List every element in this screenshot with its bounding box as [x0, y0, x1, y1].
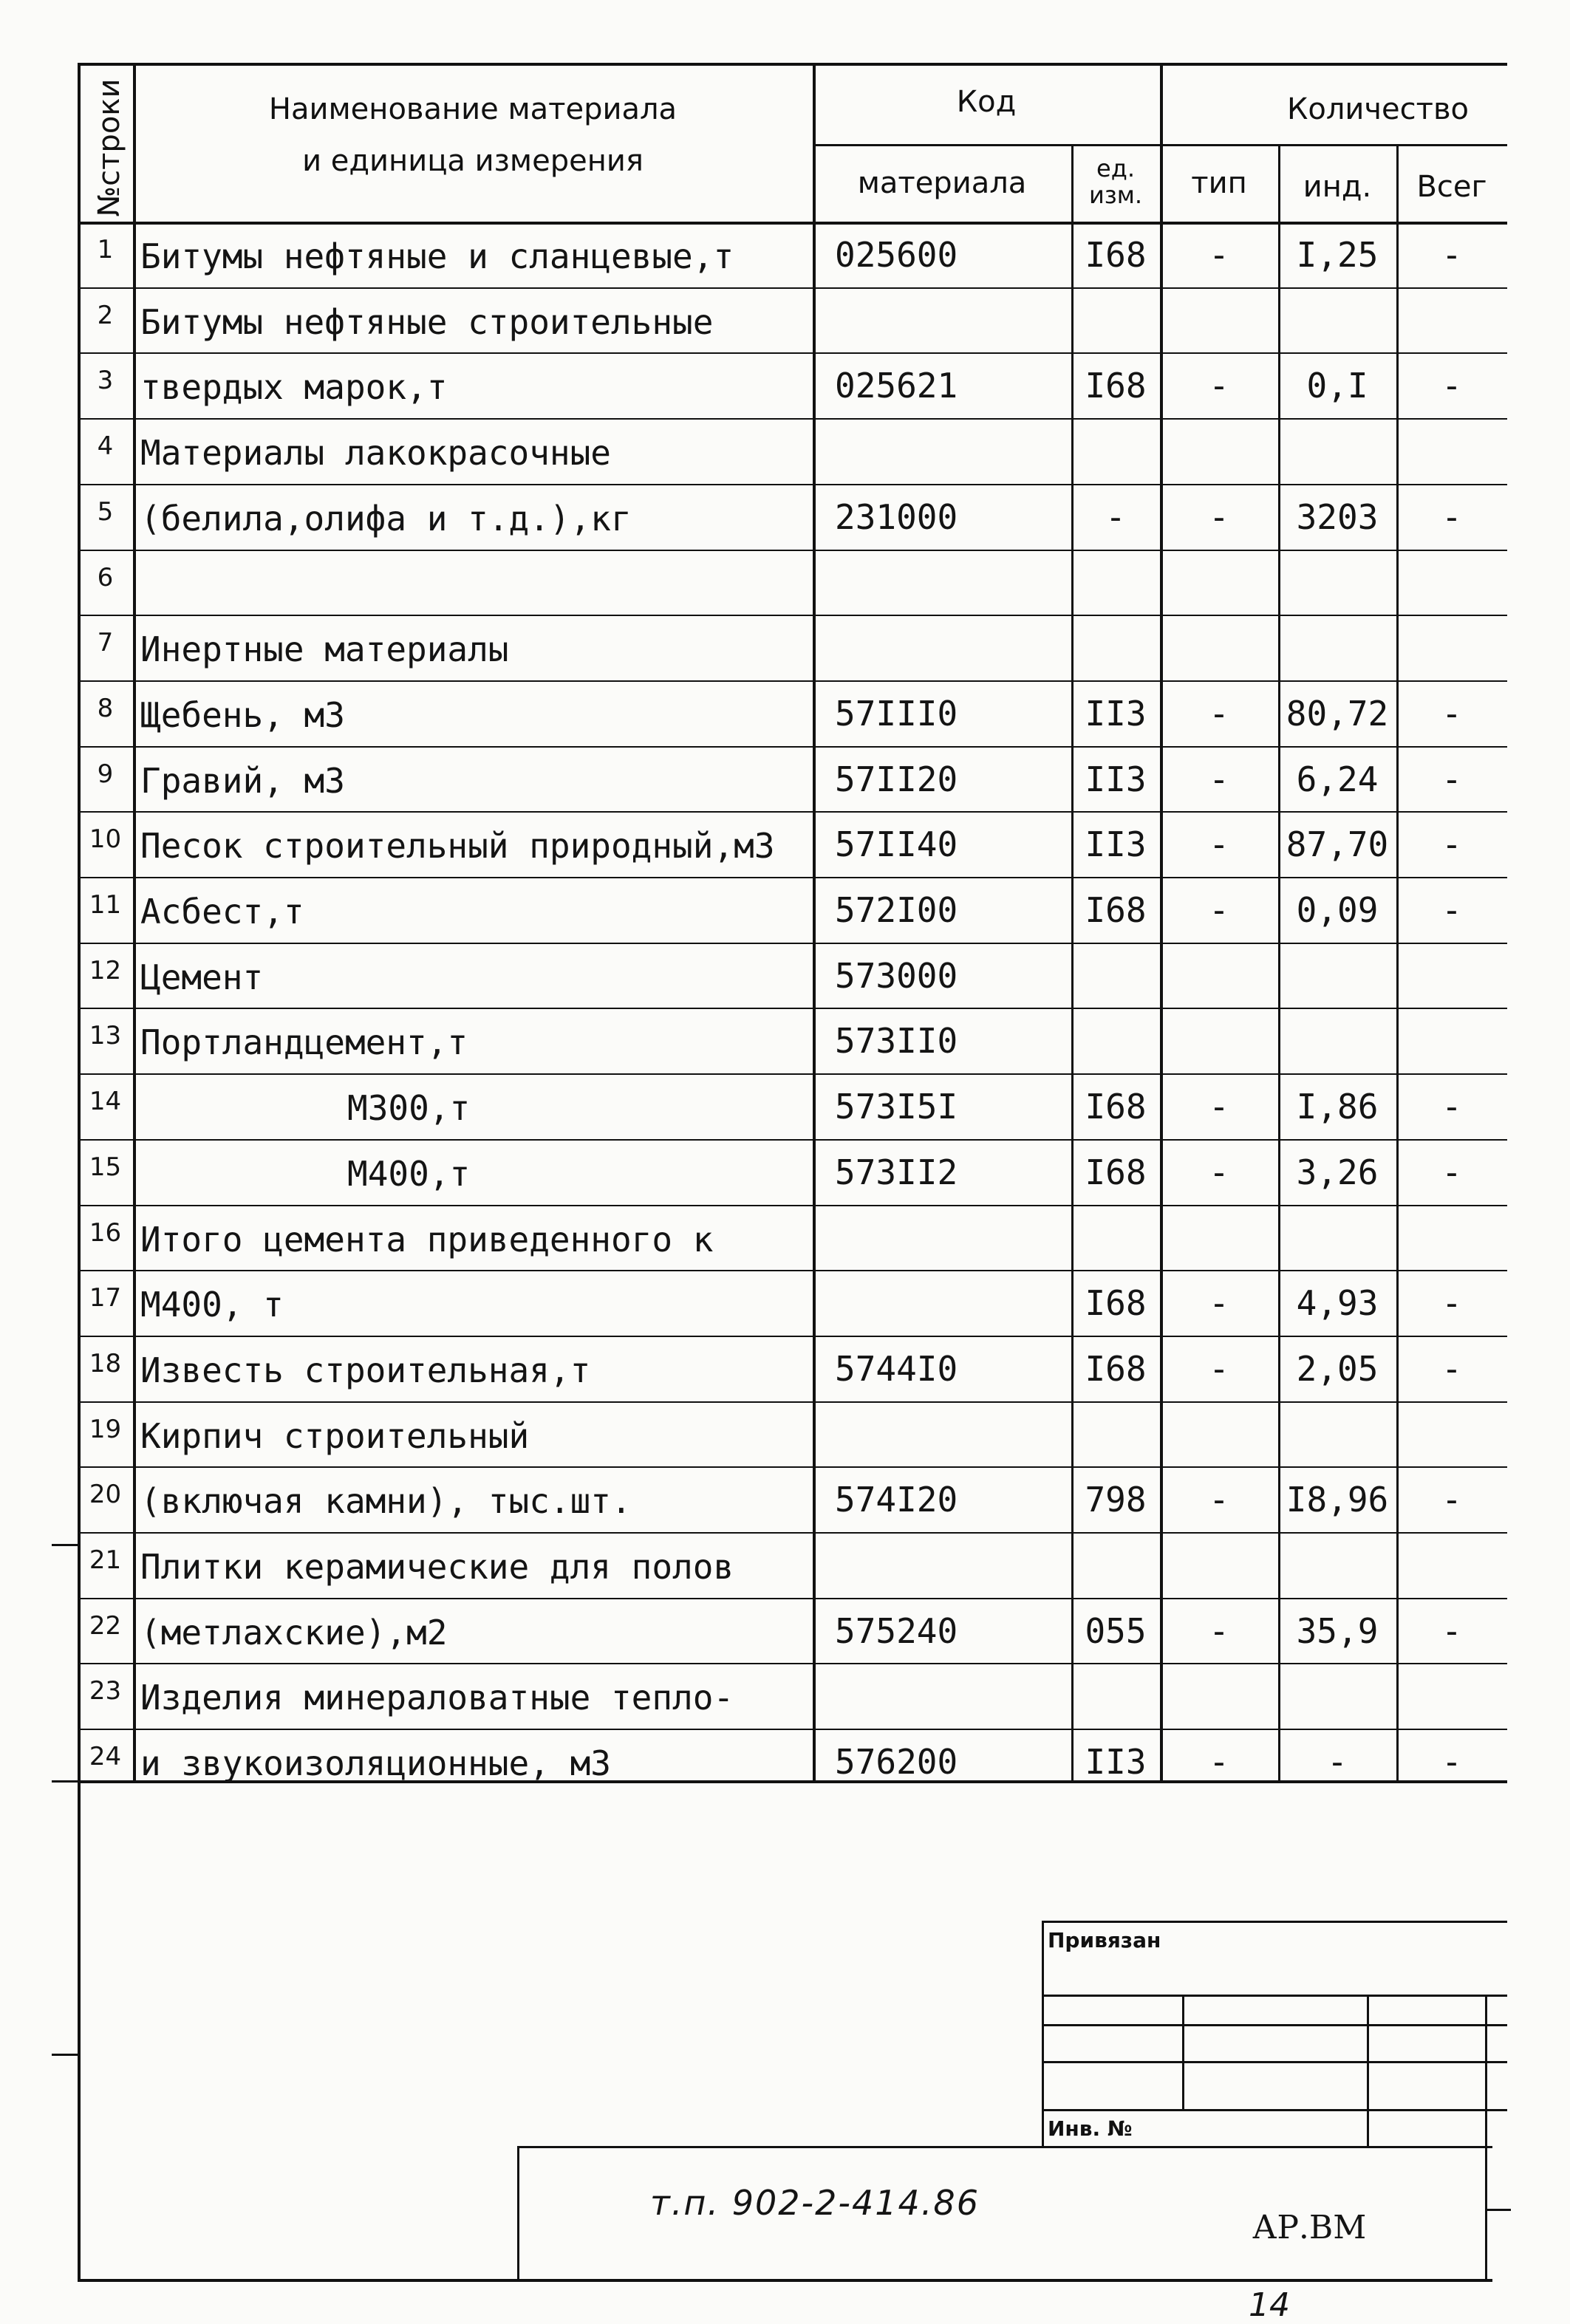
material-name: Песок строительный природный,м3: [140, 826, 775, 867]
row-number: 12: [89, 955, 122, 985]
unit-code: -: [1105, 496, 1126, 537]
material-name: Битумы нефтяные строительные: [140, 301, 714, 342]
row-separator: [78, 943, 1507, 944]
unit-code: II3: [1085, 824, 1147, 865]
row-separator: [78, 1598, 1507, 1599]
material-code: 573000: [835, 955, 958, 996]
quantity-ind: I,86: [1296, 1087, 1379, 1127]
quantity-type: -: [1209, 1152, 1229, 1192]
stamp-vline: [1182, 1995, 1184, 2109]
row-separator: [78, 1336, 1507, 1337]
row-separator: [78, 746, 1507, 748]
material-name: Известь строительная,т: [140, 1350, 591, 1390]
quantity-total: -: [1441, 366, 1462, 406]
quantity-type: -: [1209, 1087, 1229, 1127]
quantity-total: -: [1441, 1480, 1462, 1520]
title-block-tick: [1485, 2209, 1511, 2211]
quantity-ind-header: инд.: [1303, 170, 1372, 204]
stamp-line: [1042, 2061, 1507, 2063]
material-name: (метлахские),м2: [140, 1612, 448, 1653]
unit-code: 798: [1085, 1480, 1147, 1520]
unit-code: I68: [1085, 1348, 1147, 1389]
row-separator: [78, 1729, 1507, 1730]
quantity-type: -: [1209, 1610, 1229, 1651]
row-separator: [78, 1466, 1507, 1468]
quantity-type: -: [1209, 366, 1229, 406]
row-separator: [78, 1532, 1507, 1534]
row-separator: [78, 352, 1507, 354]
material-name: Плитки керамические для полов: [140, 1547, 734, 1587]
unit-code: I68: [1085, 366, 1147, 406]
quantity-ind: 87,70: [1286, 824, 1389, 865]
material-code: 572I00: [835, 890, 958, 930]
material-code: 573I5I: [835, 1087, 958, 1127]
stamp-attached-label: Привязан: [1048, 1928, 1161, 1952]
row-number: 16: [89, 1217, 122, 1248]
material-code: 57III0: [835, 693, 958, 734]
title-block-bottom: [78, 2279, 1492, 2282]
material-name: Щебень, м3: [140, 694, 345, 735]
drawing-code: АР.ВМ: [1252, 2209, 1367, 2246]
quantity-header: Количество: [1286, 92, 1469, 126]
material-code: 025621: [835, 366, 958, 406]
code-material-header: материала: [857, 166, 1027, 200]
row-number: 17: [89, 1283, 122, 1313]
row-number: 9: [97, 759, 114, 789]
unit-code: I68: [1085, 1087, 1147, 1127]
quantity-total: -: [1441, 1348, 1462, 1389]
row-separator: [78, 1073, 1507, 1075]
quantity-total-header: Всег: [1416, 170, 1487, 204]
material-name: и звукоизоляционные, м3: [140, 1743, 611, 1784]
row-number: 13: [89, 1021, 122, 1051]
material-code: 573II0: [835, 1021, 958, 1062]
row-separator: [78, 1270, 1507, 1271]
row-separator: [78, 877, 1507, 878]
row-number: 24: [89, 1742, 122, 1772]
material-name: Асбест,т: [140, 892, 304, 932]
row-number: 6: [97, 562, 114, 592]
material-name: (включая камни), тыс.шт.: [140, 1481, 632, 1522]
quantity-total: -: [1441, 235, 1462, 275]
row-number: 8: [97, 693, 114, 723]
row-number: 23: [89, 1676, 122, 1706]
unit-code: I68: [1085, 890, 1147, 930]
quantity-total: -: [1441, 1283, 1462, 1324]
quantity-ind: 4,93: [1296, 1283, 1379, 1324]
material-name: Гравий, м3: [140, 760, 345, 801]
quantity-type: -: [1209, 235, 1229, 275]
quantity-total: -: [1441, 693, 1462, 734]
material-name: твердых марок,т: [140, 367, 448, 408]
unit-code: II3: [1085, 693, 1147, 734]
row-number: 2: [97, 300, 114, 330]
row-number: 19: [89, 1414, 122, 1444]
row-separator: [78, 811, 1507, 813]
material-name: М400,т: [347, 1153, 471, 1194]
quantity-ind: 6,24: [1296, 759, 1379, 799]
quantity-type: -: [1209, 1480, 1229, 1520]
row-separator: [78, 550, 1507, 551]
material-code: 57II20: [835, 759, 958, 799]
quantity-total: -: [1441, 496, 1462, 537]
name-column-border: [813, 63, 816, 1780]
stamp-vline: [1367, 1995, 1369, 2146]
stamp-line: [1042, 2024, 1507, 2026]
material-code: 573II2: [835, 1152, 958, 1192]
header-bottom-border: [78, 222, 1507, 225]
stamp-inv-label: Инв. №: [1048, 2116, 1133, 2141]
material-name: Изделия минераловатные тепло-: [140, 1678, 734, 1718]
row-separator: [78, 680, 1507, 682]
rownum-column-border: [133, 63, 136, 1780]
name-header-line2: и единица измерения: [302, 144, 644, 178]
material-name: Итого цемента приведенного к: [140, 1219, 714, 1260]
row-number: 20: [89, 1480, 122, 1510]
quantity-total: -: [1441, 759, 1462, 799]
quantity-type: -: [1209, 1348, 1229, 1389]
material-code: 231000: [835, 496, 958, 537]
quantity-total: -: [1441, 890, 1462, 930]
material-name: М400, т: [140, 1285, 284, 1325]
material-name: Кирпич строительный: [140, 1415, 530, 1456]
row-separator: [78, 1139, 1507, 1141]
rownum-header: №строки: [92, 78, 126, 217]
quantity-total: -: [1441, 824, 1462, 865]
code-unit-header: ед. изм.: [1088, 154, 1143, 209]
name-header-line1: Наименование материала: [268, 92, 678, 126]
title-block-top: [517, 2146, 1492, 2148]
quantity-type: -: [1209, 890, 1229, 930]
quantity-ind: 0,I: [1306, 366, 1368, 406]
row-separator: [78, 1663, 1507, 1664]
quantity-ind: I,25: [1296, 235, 1379, 275]
quantity-total: -: [1441, 1610, 1462, 1651]
material-name: (белила,олифа и т.д.),кг: [140, 498, 632, 539]
row-number: 4: [97, 431, 114, 462]
row-separator: [78, 1205, 1507, 1206]
table-top-border: [78, 63, 1507, 66]
row-number: 15: [89, 1152, 122, 1182]
material-name: Цемент: [140, 957, 264, 997]
row-number: 10: [89, 824, 122, 855]
quantity-type-header: тип: [1191, 166, 1247, 200]
quantity-ind: 2,05: [1296, 1348, 1379, 1389]
stamp-line: [1042, 1995, 1507, 1997]
quantity-ind: 35,9: [1296, 1610, 1379, 1651]
unit-code: II3: [1085, 759, 1147, 799]
quantity-type: -: [1209, 1742, 1229, 1783]
material-code: 025600: [835, 235, 958, 275]
row-separator: [78, 287, 1507, 289]
quantity-type: -: [1209, 1283, 1229, 1324]
quantity-total: -: [1441, 1087, 1462, 1127]
material-name: Материалы лакокрасочные: [140, 433, 611, 474]
row-number: 18: [89, 1348, 122, 1378]
binding-tick: [52, 2054, 78, 2056]
material-code: 575240: [835, 1610, 958, 1651]
quantity-type: -: [1209, 759, 1229, 799]
unit-code: I68: [1085, 1283, 1147, 1324]
material-name: Портландцемент,т: [140, 1022, 468, 1063]
row-separator: [78, 1401, 1507, 1403]
material-code: 574I20: [835, 1480, 958, 1520]
stamp-line: [1042, 2109, 1507, 2111]
material-code: 5744I0: [835, 1348, 958, 1389]
row-separator: [78, 1008, 1507, 1009]
unit-code: I68: [1085, 235, 1147, 275]
row-number: 1: [97, 235, 114, 264]
material-name: Битумы нефтяные и сланцевые,т: [140, 236, 734, 276]
title-block-right: [1485, 2146, 1487, 2279]
quantity-ind: 3203: [1296, 496, 1379, 537]
material-code: 576200: [835, 1742, 958, 1783]
row-separator: [78, 418, 1507, 420]
unit-code: I68: [1085, 1152, 1147, 1192]
binding-tick: [52, 1780, 78, 1783]
quantity-total: -: [1441, 1742, 1462, 1783]
stamp-vline: [1485, 1995, 1487, 2146]
row-separator: [78, 484, 1507, 485]
quantity-type: -: [1209, 496, 1229, 537]
quantity-type: -: [1209, 693, 1229, 734]
material-name: Инертные материалы: [140, 629, 509, 670]
unit-code: 055: [1085, 1610, 1147, 1651]
material-name: М300,т: [347, 1088, 471, 1129]
stamp-left-border: [1042, 1921, 1044, 2146]
quantity-total: -: [1441, 1152, 1462, 1192]
row-number: 22: [89, 1610, 122, 1641]
title-block-left: [517, 2146, 519, 2279]
quantity-ind: 80,72: [1286, 693, 1389, 734]
quantity-ind: 0,09: [1296, 890, 1379, 930]
unit-code: II3: [1085, 1742, 1147, 1783]
row-separator: [78, 615, 1507, 616]
binding-tick: [52, 1544, 78, 1546]
quantity-ind: 3,26: [1296, 1152, 1379, 1192]
project-number: т.п. 902-2-414.86: [650, 2183, 980, 2223]
page-number: 14: [1249, 2286, 1290, 2324]
quantity-ind: -: [1327, 1742, 1348, 1783]
row-number: 5: [97, 496, 114, 527]
row-number: 7: [97, 628, 114, 658]
row-number: 21: [89, 1545, 122, 1575]
quantity-type: -: [1209, 824, 1229, 865]
row-number: 11: [89, 890, 122, 920]
material-code: 57II40: [835, 824, 958, 865]
stamp-top-border: [1042, 1921, 1507, 1923]
quantity-ind: I8,96: [1286, 1480, 1389, 1520]
row-number: 3: [97, 366, 114, 396]
code-header: Код: [956, 85, 1017, 119]
row-number: 14: [89, 1087, 122, 1117]
